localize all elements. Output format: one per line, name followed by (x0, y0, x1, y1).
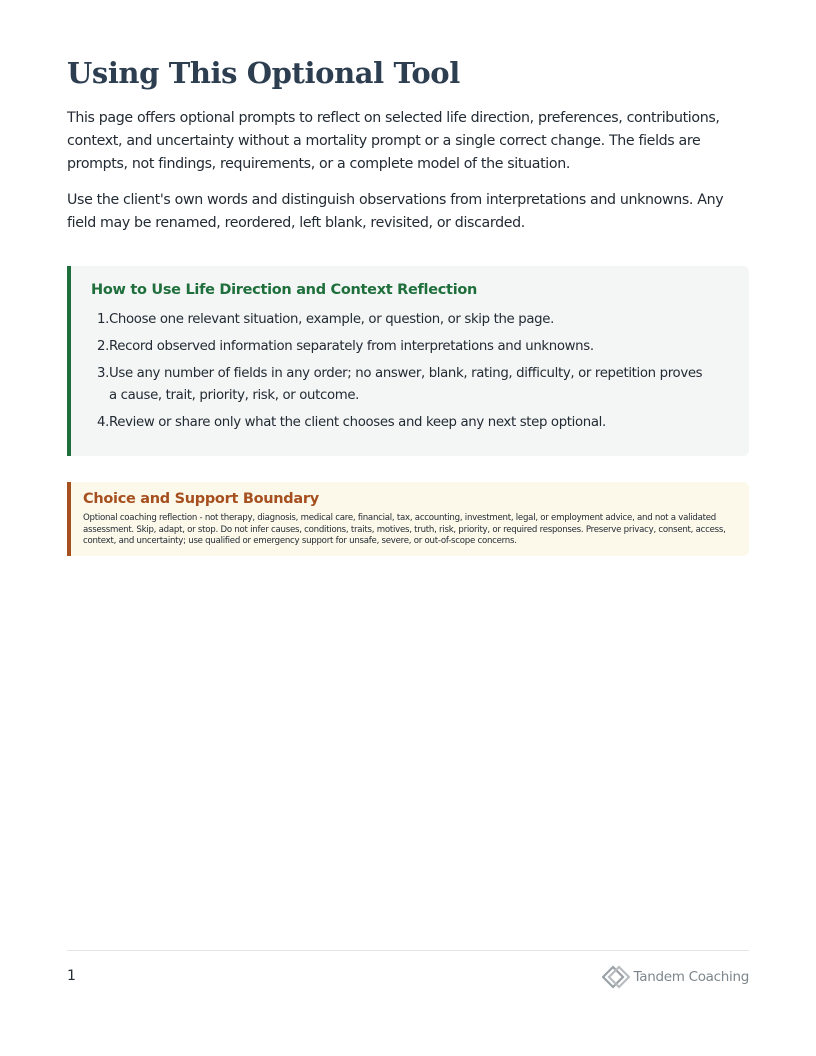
brand-logo (602, 965, 749, 989)
howto-steps-list (97, 309, 709, 439)
step-number: 1. (97, 312, 109, 327)
page-number: 1 (67, 968, 76, 984)
brand-name: Tandem Coaching (633, 969, 749, 985)
howto-callout (67, 266, 749, 456)
boundary-title: Choice and Support Boundary (83, 491, 319, 507)
page-title: Using This Optional Tool (67, 56, 460, 90)
step-text: Choose one relevant situation, example, or question, or skip the page. (109, 312, 554, 327)
howto-step (97, 309, 709, 331)
intro-paragraph: This page offers optional prompts to reflect on selected life direction, preferences, contributions, context, and uncertainty without a mortality prompt or a single correct change. The fields are prompts, not findings, requirements, or a complete model of the situation. (67, 110, 720, 172)
step-text: Record observed information separately from interpretations and unknowns. (109, 339, 594, 354)
howto-step (97, 412, 709, 434)
tandem-diamond-logo-icon (602, 965, 630, 989)
howto-title: How to Use Life Direction and Context Reflection (91, 282, 478, 298)
howto-step (97, 363, 709, 407)
step-text: Use any number of fields in any order; no answer, blank, rating, difficulty, or repetition proves a cause, trait, priority, risk, or outcome. (109, 366, 703, 403)
intro-paragraph: Use the client's own words and distinguish observations from interpretations and unknowns. Any field may be renamed, reordered, left blank, revisited, or discarded. (67, 192, 724, 231)
step-number: 4. (97, 415, 109, 430)
footer-divider (67, 950, 749, 951)
boundary-callout (67, 482, 749, 556)
boundary-text: Optional coaching reflection - not therapy, diagnosis, medical care, financial, tax, accounting, investment, legal, or employment advice, and not a validated assessment. Skip, adapt, or stop. Do not infer causes, conditions, traits, motives, truth, risk, priority, or required responses. Preserve privacy, consent, access, context, and uncertainty; use qualified or emergency support for unsafe, severe, or out-of-scope concerns. (83, 513, 726, 546)
step-number: 2. (97, 339, 109, 354)
step-number: 3. (97, 366, 109, 381)
howto-step (97, 336, 709, 358)
step-text: Review or share only what the client chooses and keep any next step optional. (109, 415, 606, 430)
